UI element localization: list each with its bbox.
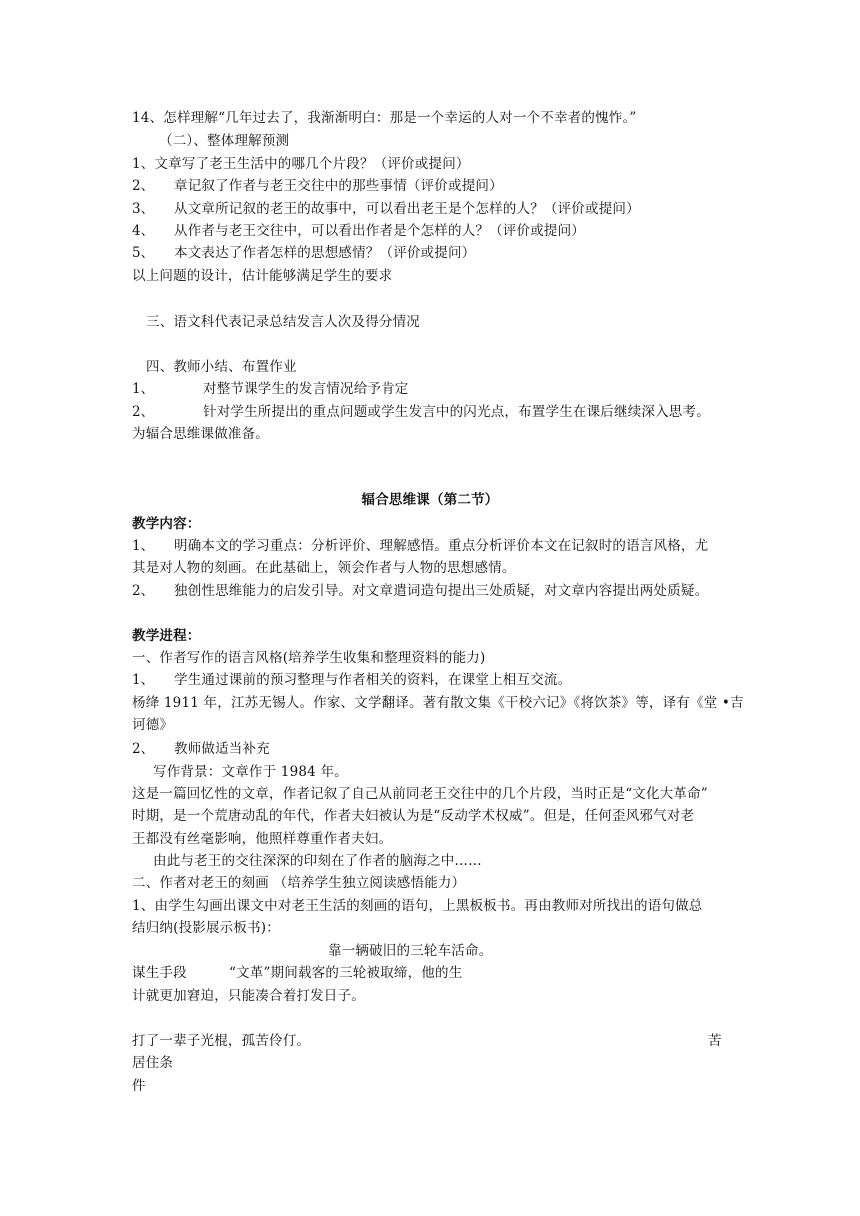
summary-line: 以上问题的设计，估计能够满足学生的要求 (132, 268, 393, 284)
homework-2: 针对学生所提出的重点问题或学生发言中的闪光点，布置学生在课后继续深入思考。 (203, 404, 710, 420)
content-2: 独创性思维能力的启发引导。对文章遣词造句提出三处质疑，对文章内容提出两处质疑。 (174, 583, 709, 599)
board-label-bitter: 苦 (708, 1033, 722, 1049)
list-item-5-number: 5、 (132, 245, 155, 261)
content-2-number: 2、 (132, 583, 155, 599)
background-line-1: 这是一篇回忆性的文章，作者记叙了自己从前同老王交往中的几个片段，当时正是“文化大革命” (132, 786, 708, 802)
process-heading: 教学进程： (132, 628, 201, 644)
homework-2-number: 2、 (132, 404, 155, 420)
list-item-2-number: 2、 (132, 178, 155, 194)
board-label-livelihood: 谋生手段 (132, 965, 187, 981)
homework-2-continued: 为辐合思维课做准备。 (132, 426, 269, 442)
content-1-number: 1、 (132, 538, 155, 554)
list-item-1: 1、文章写了老王生活中的哪几个片段？（评价或提问） (132, 156, 470, 172)
homework-1: 对整节课学生的发言情况给予肯定 (203, 381, 409, 397)
process-2-1-line-1: 1、由学生勾画出课文中对老王生活的刻画的语句，上黑板板书。再由教师对所找出的语句做总 (132, 898, 703, 914)
content-1: 明确本文的学习重点：分析评价、理解感悟。重点分析评价本文在记叙时的语言风格，尤 (174, 538, 709, 554)
background-line-2: 时期，是一个荒唐动乱的年代，作者夫妇被认为是“反动学术权威”。但是，任何歪风邪气对老 (132, 808, 695, 824)
list-item-3: 从文章所记叙的老王的故事中，可以看出老王是个怎样的人？（评价或提问） (174, 201, 640, 217)
writing-background: 写作背景：文章作于 1984 年。 (153, 764, 348, 780)
background-line-3: 王都没有丝毫影响，他照样尊重作者夫妇。 (132, 831, 393, 847)
process-1-1: 学生通过课前的预习整理与作者相关的资料，在课堂上相互交流。 (174, 672, 572, 688)
background-line-4: 由此与老王的交往深深的印刻在了作者的脑海之中…… (153, 853, 482, 869)
content-1-continued: 其是对人物的刻画。在此基础上，领会作者与人物的思想感情。 (132, 560, 516, 576)
section-3-heading: 三、语文科代表记录总结发言人次及得分情况 (146, 314, 420, 330)
list-item-4-number: 4、 (132, 223, 155, 239)
list-item-2: 章记叙了作者与老王交往中的那些事情（评价或提问） (174, 178, 503, 194)
section-4-heading: 四、教师小结、布置作业 (146, 359, 297, 375)
list-item-5: 本文表达了作者怎样的思想感情？（评价或提问） (174, 245, 476, 261)
question-14: 14、怎样理解“几年过去了，我渐渐明白：那是一个幸运的人对一个不幸者的愧怍。” (132, 110, 637, 126)
process-1-1-number: 1、 (132, 672, 155, 688)
board-note-1: 靠一辆破旧的三轮车活命。 (328, 943, 493, 959)
list-item-4: 从作者与老王交往中，可以看出作者是个怎样的人？（评价或提问） (174, 223, 585, 239)
author-bio-line-2: 诃德》 (132, 717, 174, 733)
lesson-title: 辐合思维课（第二节） (361, 492, 499, 508)
section-overall-heading: （二）、整体理解预测 (159, 133, 290, 149)
list-item-3-number: 3、 (132, 201, 155, 217)
board-label-living-a: 居住条 (132, 1055, 174, 1071)
process-1-2-number: 2、 (132, 741, 155, 757)
process-1-2: 教师做适当补充 (174, 741, 270, 757)
author-bio-line-1: 杨绛 1911 年，江苏无锡人。作家、文学翻译。著有散文集《干校六记》《将饮茶》等，译有《堂 •吉 (132, 695, 744, 711)
board-note-3: 打了一辈子光棍，孤苦伶仃。 (132, 1033, 311, 1049)
content-heading: 教学内容： (132, 516, 201, 532)
board-label-living-b: 件 (132, 1078, 146, 1094)
board-note-2a: “文革”期间载客的三轮被取缔，他的生 (229, 965, 463, 981)
process-section-2: 二、作者对老王的刻画 （培养学生独立阅读感悟能力） (132, 875, 466, 891)
homework-1-number: 1、 (132, 381, 155, 397)
process-2-1-line-2: 结归纳(投影展示板书)： (132, 920, 280, 936)
board-note-2b: 计就更加窘迫，只能凑合着打发日子。 (132, 988, 365, 1004)
process-section-1: 一、作者写作的语言风格(培养学生收集和整理资料的能力) (132, 650, 486, 666)
